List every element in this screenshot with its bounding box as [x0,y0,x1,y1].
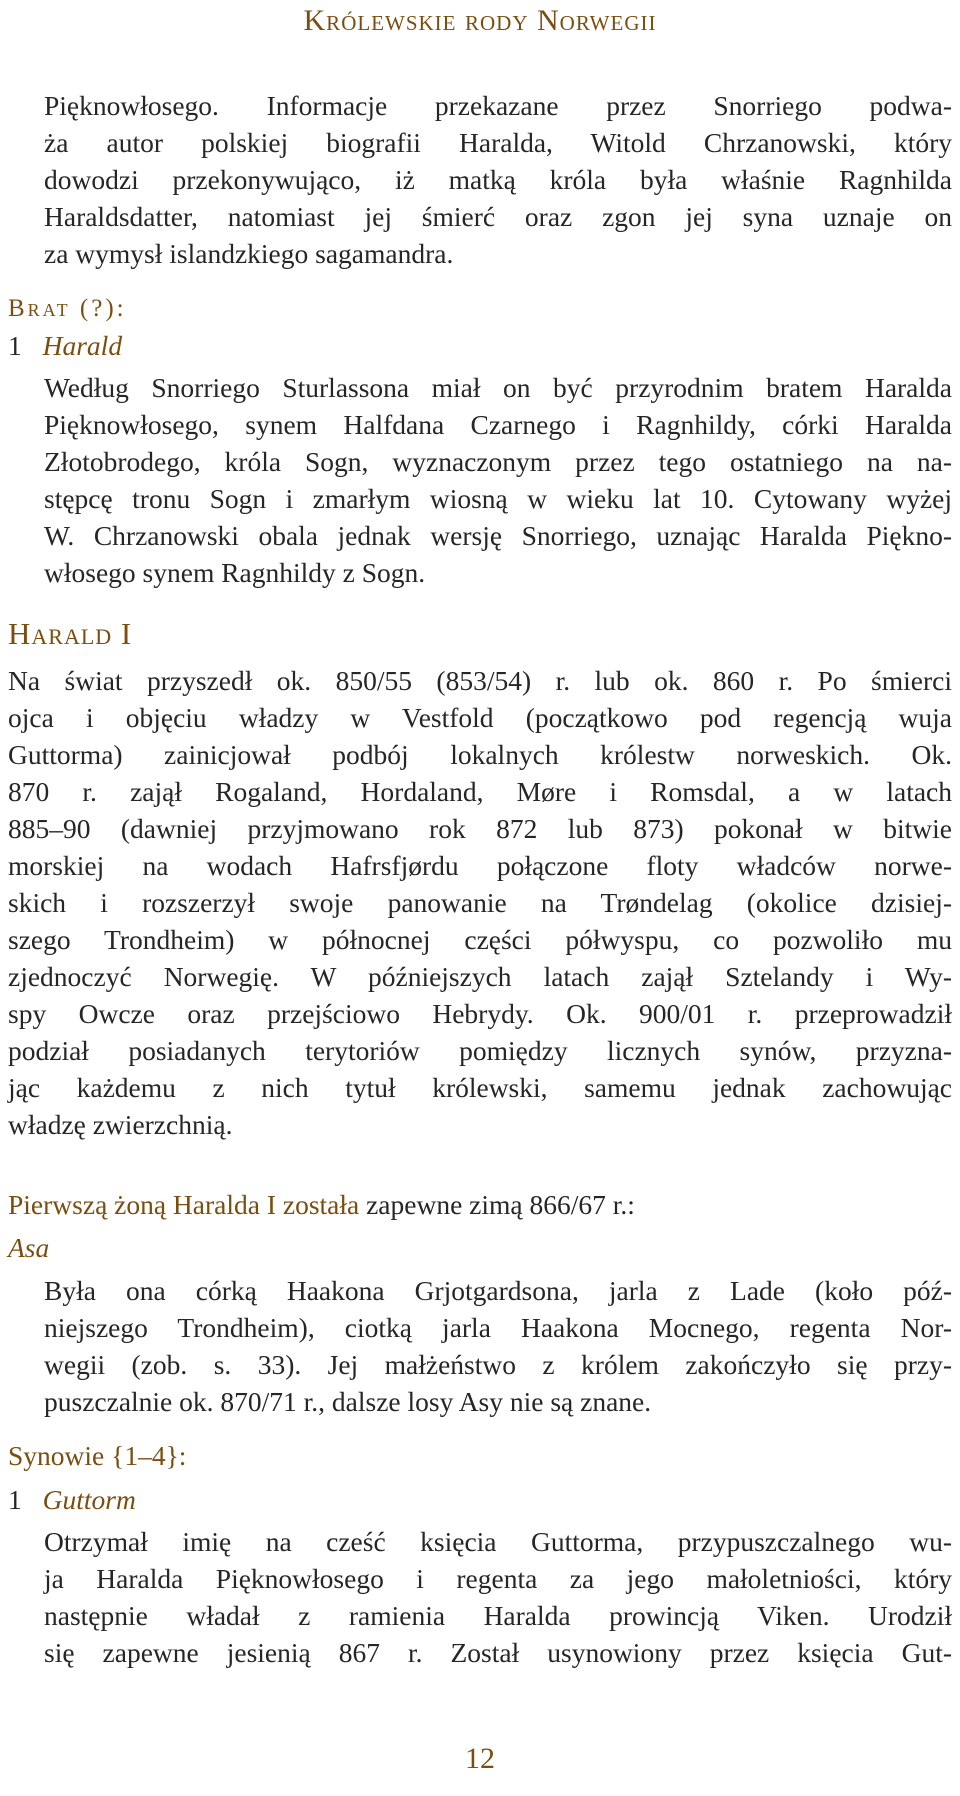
paragraph-line: podział posiadanych terytoriów pomiędzy licznych synów, przyzna- [8,1035,952,1066]
paragraph-line: niejszego Trondheim), ciotką jarla Haakona Mocnego, regenta Nor- [44,1312,952,1343]
paragraph-line: puszczalnie ok. 870/71 r., dalsze losy Asy nie są znane. [44,1386,652,1417]
paragraph-line: Była ona córką Haakona Grjotgardsona, jarla z Lade (koło póź- [44,1275,952,1306]
paragraph-line: Haraldsdatter, natomiast jej śmierć oraz zgon jej syna uznaje on [44,201,952,232]
paragraph-line: się zapewne jesienią 867 r. Został usynowiony przez księcia Gut- [44,1637,952,1668]
paragraph-line: 870 r. zajął Rogaland, Hordaland, Møre i Romsdal, a w latach [8,776,952,807]
paragraph-line: stępcę tronu Sogn i zmarłym wiosną w wieku lat 10. Cytowany wyżej [44,483,952,514]
paragraph-line: ja Haralda Pięknowłosego i regenta za jego małoletniości, który [44,1563,952,1594]
paragraph-line: Pięknowłosego. Informacje przekazane przez Snorriego podwa- [44,90,952,121]
paragraph-line: 885–90 (dawniej przyjmowano rok 872 lub 873) pokonał w bitwie [8,813,952,844]
paragraph-line: Otrzymał imię na cześć księcia Guttorma, przypuszczalnego wu- [44,1526,952,1557]
entry-number: 1 [8,1484,22,1515]
paragraph-line: ojca i objęciu władzy w Vestfold (początkowo pod regencją wuja [8,702,952,733]
entry-number: 1 [8,330,22,361]
paragraph-line: władzę zwierzchnią. [8,1109,233,1140]
paragraph-line: zjednoczyć Norwegię. W późniejszych latach zajął Sztelandy i Wy- [8,961,952,992]
paragraph-line: za wymysł islandzkiego sagamandra. [44,238,454,269]
harald-paragraph [8,662,952,1143]
paragraph-line: W. Chrzanowski obala jednak wersję Snorriego, uznając Haralda Piękno- [44,520,952,551]
paragraph-line: skich i rozszerzył swoje panowanie na Trøndelag (okolice dzisiej- [8,887,952,918]
brother-label: Brat (?): [8,295,127,322]
paragraph-line: ża autor polskiej biografii Haralda, Witold Chrzanowski, który [44,127,952,158]
brother-entry [8,327,122,364]
paragraph-line: Pięknowłosego, synem Halfdana Czarnego i Ragnhildy, córki Haralda [44,409,952,440]
paragraph-line: włosego synem Ragnhildy z Sogn. [44,557,426,588]
paragraph-line: dowodzi przekonywująco, iż matką króla była właśnie Ragnhilda [44,164,952,195]
paragraph-line: morskiej na wodach Hafrsfjørdu połączone floty władców norwe- [8,850,952,881]
running-head: Królewskie rody Norwegii [303,4,657,37]
paragraph-line: Złotobrodego, króla Sogn, wyznaczonym przez tego ostatniego na na- [44,446,952,477]
wife-heading-colored: Pierwszą żoną Haralda I została [8,1189,360,1220]
entry-name: Harald [42,330,123,361]
page-number: 12 [465,1742,495,1775]
paragraph-line: Na świat przyszedł ok. 850/55 (853/54) r. lub ok. 860 r. Po śmierci [8,665,952,696]
section-title: Harald I [8,616,133,651]
paragraph-line: jąc każdemu z nich tytuł królewski, samemu jednak zachowując [8,1072,952,1103]
sons-label: Synowie {1–4}: [8,1440,187,1471]
intro-paragraph [44,87,952,272]
wife-heading [8,1186,635,1223]
paragraph-line: wegii (zob. s. 33). Jej małżeństwo z królem zakończyło się przy- [44,1349,952,1380]
entry-name: Guttorm [42,1484,136,1515]
sons-entry [8,1481,136,1518]
paragraph-line: następnie władał z ramienia Haralda prowincją Viken. Urodził [44,1600,952,1631]
paragraph-line: Według Snorriego Sturlassona miał on być przyrodnim bratem Haralda [44,372,952,403]
wife-name: Asa [8,1232,50,1263]
wife-heading-plain: zapewne zimą 866/67 r.: [359,1189,635,1220]
wife-paragraph [44,1272,952,1420]
paragraph-line: szego Trondheim) w północnej części półwyspu, co pozwoliło mu [8,924,952,955]
brother-paragraph [44,369,952,591]
sons-paragraph [44,1523,952,1671]
paragraph-line: Guttorma) zainicjował podbój lokalnych królestw norweskich. Ok. [8,739,952,770]
paragraph-line: spy Owcze oraz przejściowo Hebrydy. Ok. 900/01 r. przeprowadził [8,998,952,1029]
